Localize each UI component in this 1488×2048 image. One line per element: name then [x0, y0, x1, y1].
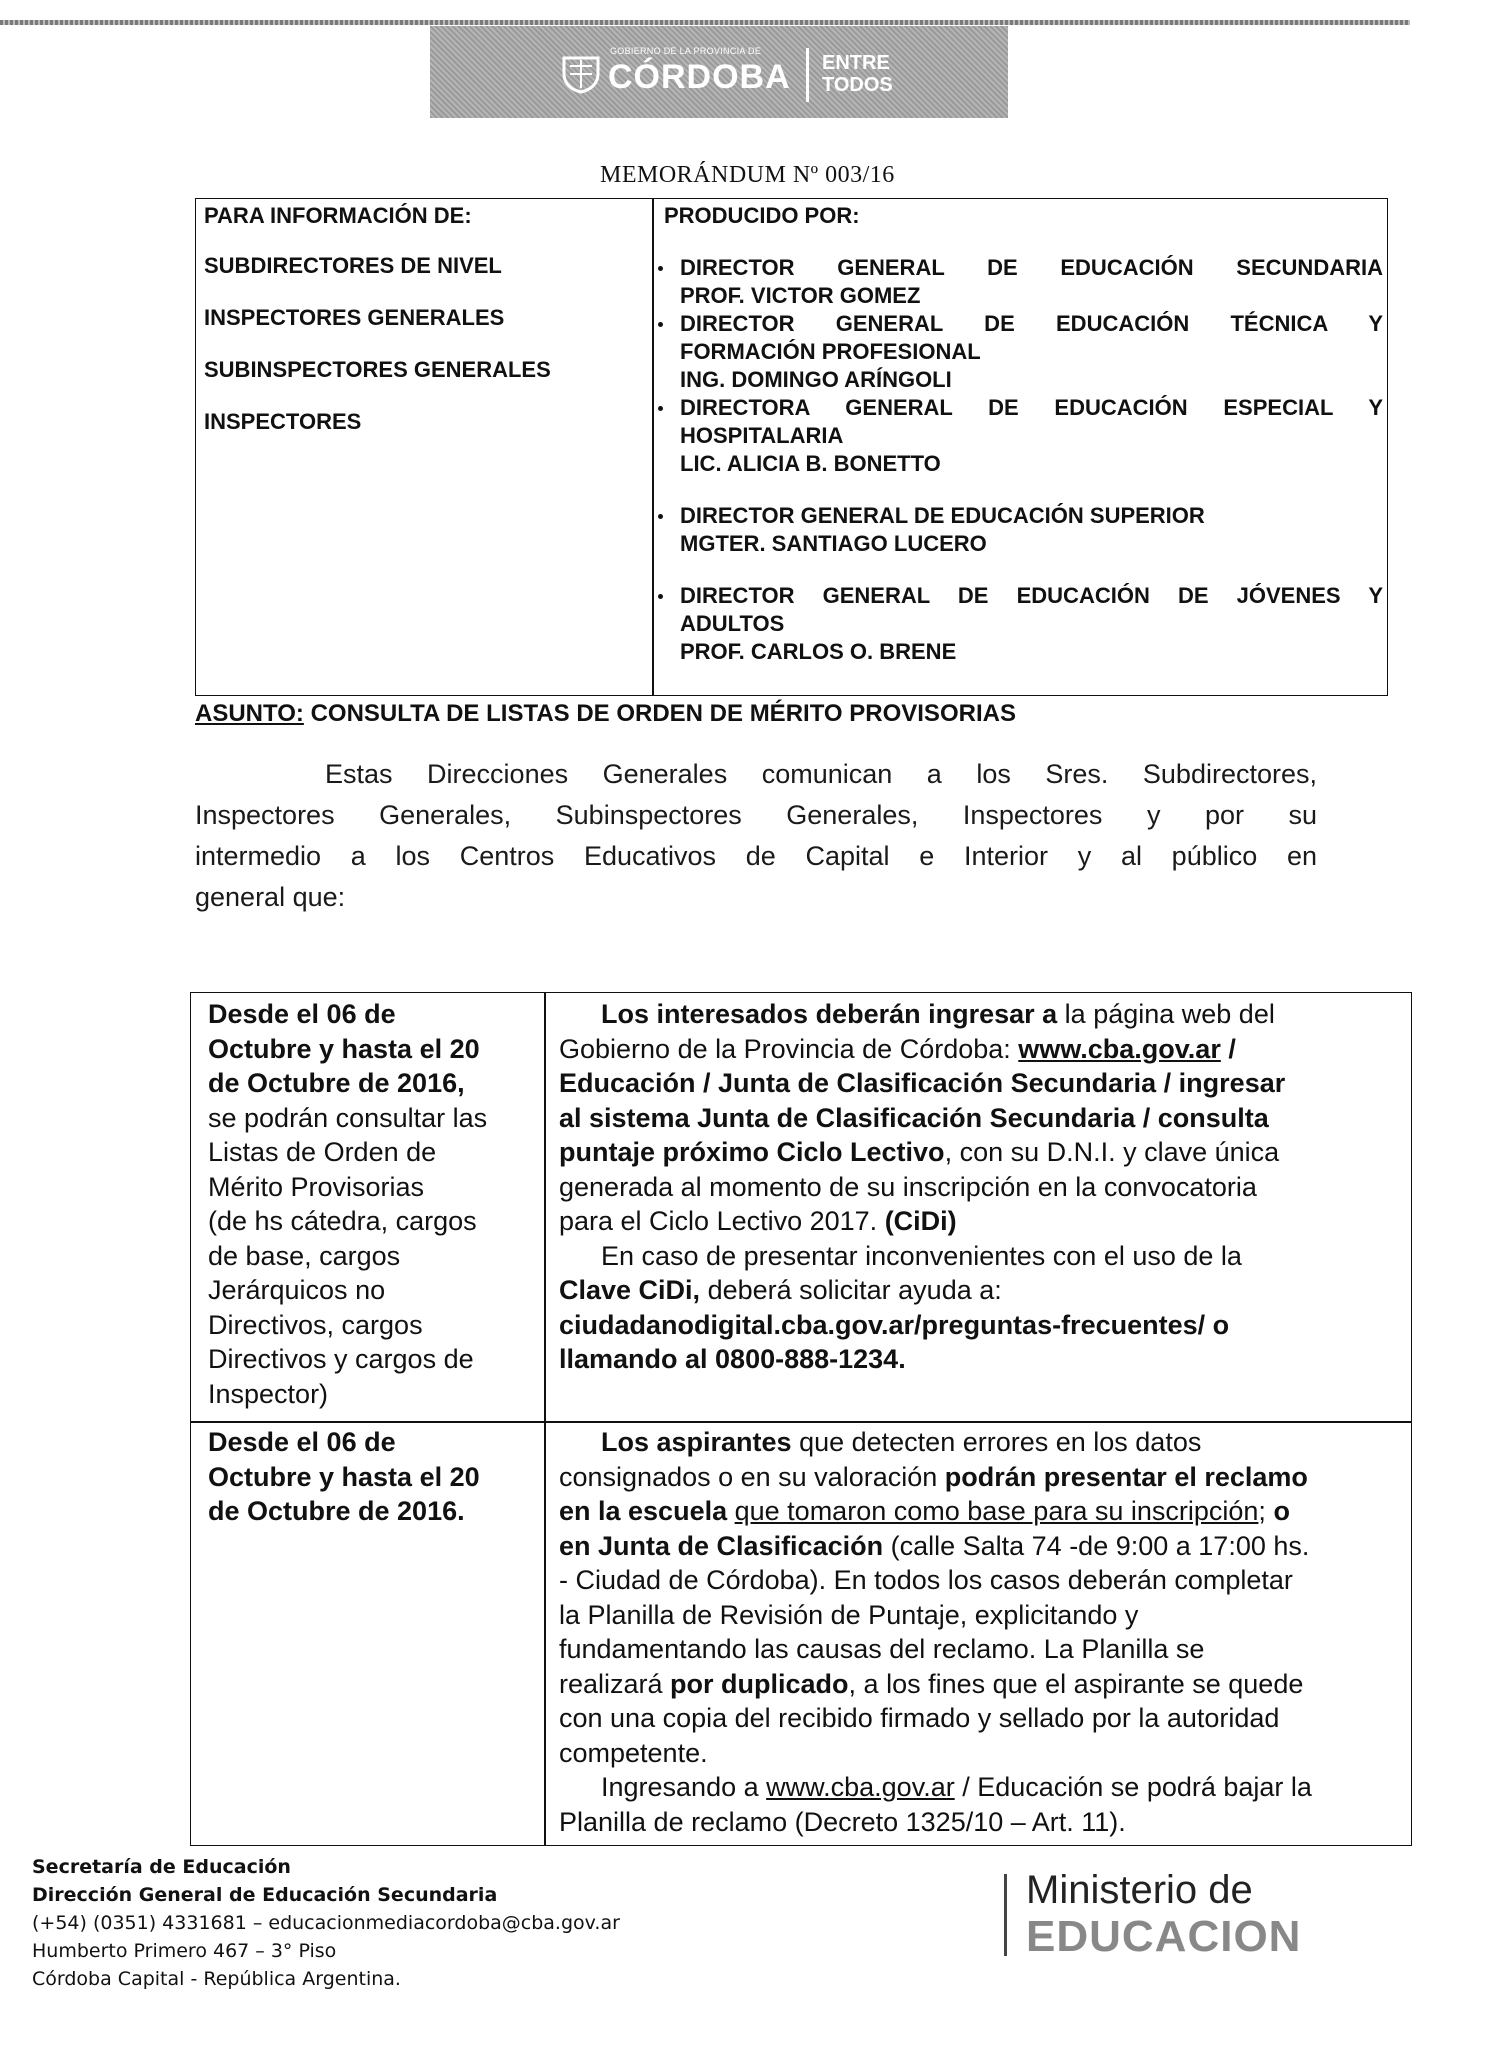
logo-bar — [1004, 1874, 1007, 1956]
plain-text: , a los fines que el aspirante se quede — [848, 1668, 1304, 1699]
cell-line: la Planilla de Revisión de Puntaje, explicitando y — [559, 1599, 1139, 1630]
emphasis-text: puntaje próximo Ciclo Lectivo — [559, 1137, 945, 1167]
producer-line: PROF. VICTOR GOMEZ — [680, 283, 921, 308]
emphasis-text: Los aspirantes — [601, 1427, 792, 1457]
slogan-line-2: TODOS — [822, 74, 893, 96]
footer-city: Córdoba Capital - República Argentina. — [32, 1968, 401, 1990]
producer-line: PROF. CARLOS O. BRENE — [680, 639, 957, 664]
box-divider — [652, 199, 654, 695]
producer-item — [658, 502, 1383, 558]
footer-phone-email: (+54) (0351) 4331681 – educacionmediacordoba@cba.gov.ar — [32, 1912, 620, 1934]
bullet-icon — [658, 594, 663, 599]
producer-line: HOSPITALARIA — [680, 423, 844, 448]
producer-line: DIRECTOR GENERAL DE EDUCACIÓN SUPERIOR — [680, 503, 1205, 528]
producer-line: MGTER. SANTIAGO LUCERO — [680, 531, 987, 556]
logo-divider — [806, 48, 809, 102]
cell-line — [559, 997, 1399, 1032]
cell-line: Educación / Junta de Clasificación Secundaria / ingresar — [559, 1068, 1286, 1098]
cba-website-link[interactable]: www.cba.gov.ar — [766, 1772, 955, 1802]
ministry-line-2: EDUCACION — [1026, 1912, 1302, 1961]
top-rule — [0, 20, 1410, 25]
cell-line: de Octubre de 2016, — [208, 1068, 465, 1098]
info-for-header: PARA INFORMACIÓN DE: — [204, 203, 472, 228]
plain-text: (calle Salta 74 -de 9:00 a 17:00 hs. — [883, 1530, 1310, 1561]
cell-line: Desde el 06 de — [208, 999, 396, 1029]
cell-line: Directivos, cargos — [208, 1309, 423, 1340]
footer-contact — [32, 1853, 620, 1993]
plain-text: / Educación se podrá bajar la — [954, 1772, 1312, 1802]
producer-item — [658, 394, 1383, 478]
cell-line: Desde el 06 de — [208, 1427, 396, 1457]
footer-secretariat: Secretaría de Educación — [32, 1856, 291, 1878]
cell-line: En caso de presentar inconvenientes con el uso de la — [601, 1240, 1242, 1271]
ministry-line-1: Ministerio de — [1026, 1868, 1253, 1912]
cell-line — [559, 1494, 1399, 1529]
crest-icon — [560, 52, 602, 94]
plain-text: consignados o en su valoración — [559, 1461, 945, 1492]
producer-line: ING. DOMINGO ARÍNGOLI — [680, 367, 952, 392]
intro-line: intermedio a los Centros Educativos de Capital e Interior y al público en — [195, 841, 1317, 871]
intro-line: Estas Direcciones Generales comunican a los Sres. Subdirectores, — [325, 759, 1317, 789]
row2-date-cell — [208, 1425, 536, 1529]
emphasis-text: por duplicado — [670, 1668, 849, 1699]
row1-instructions-cell — [559, 997, 1399, 1377]
producer-item — [658, 582, 1383, 666]
plain-text: la página web del — [1057, 999, 1275, 1029]
intro-paragraph — [195, 754, 1317, 918]
schedule-table — [190, 992, 1412, 1846]
slogan-line-1: ENTRE — [822, 52, 890, 74]
plain-text: realizará — [559, 1668, 671, 1699]
cell-line — [559, 1529, 1399, 1564]
cell-line: se podrán consultar las — [208, 1102, 488, 1133]
cell-line: Planilla de reclamo (Decreto 1325/10 – Art. 11). — [559, 1806, 1126, 1837]
cell-line: Listas de Orden de — [208, 1137, 437, 1167]
cell-line — [559, 1770, 1399, 1805]
recipient-item: SUBDIRECTORES DE NIVEL — [204, 253, 502, 278]
emphasis-text: podrán presentar el reclamo — [944, 1461, 1308, 1492]
footer-directorate: Dirección General de Educación Secundaria — [32, 1884, 498, 1906]
cell-line: Mérito Provisorias — [208, 1171, 425, 1202]
produced-by-header: PRODUCIDO POR: — [664, 203, 860, 228]
subject-text: CONSULTA DE LISTAS DE ORDEN DE MÉRITO PROVISORIAS — [310, 700, 1016, 727]
row2-instructions-cell — [559, 1425, 1399, 1839]
producer-item — [658, 310, 1383, 394]
recipient-item: INSPECTORES — [204, 409, 362, 434]
cell-line — [559, 1204, 1399, 1239]
cell-line: de Octubre de 2016. — [208, 1496, 465, 1526]
plain-text: para el Ciclo Lectivo 2017. — [559, 1206, 885, 1236]
memo-title: MEMORÁNDUM Nº 003/16 — [600, 162, 895, 188]
footer-address: Humberto Primero 467 – 3° Piso — [32, 1940, 337, 1962]
distribution-box — [195, 198, 1388, 696]
cell-line: de base, cargos — [208, 1240, 401, 1271]
underlined-text: que tomaron como base para su inscripción — [734, 1496, 1259, 1526]
emphasis-text: Clave CiDi, — [559, 1275, 701, 1305]
phone-line: llamando al 0800-888-1234. — [559, 1344, 906, 1374]
cell-line — [559, 1460, 1399, 1495]
logo-city-text: CÓRDOBA — [608, 58, 791, 96]
intro-line: general que: — [195, 882, 346, 912]
bullet-icon — [658, 514, 663, 519]
logo-slogan — [822, 52, 893, 96]
producer-line: DIRECTOR GENERAL DE EDUCACIÓN DE JÓVENES Y — [680, 583, 1383, 608]
help-link[interactable]: ciudadanodigital.cba.gov.ar/preguntas-frecuentes/ o — [559, 1309, 1230, 1340]
plain-text: ; — [1258, 1496, 1266, 1526]
plain-text: deberá solicitar ayuda a: — [700, 1275, 1002, 1305]
plain-text: Ingresando a — [601, 1772, 767, 1802]
logo-government-text: GOBIERNO DE LA PROVINCIA DE — [610, 46, 762, 56]
producer-line: DIRECTOR GENERAL DE EDUCACIÓN SECUNDARIA — [680, 255, 1383, 280]
emphasis-text: (CiDi) — [884, 1206, 957, 1236]
cell-line: Octubre y hasta el 20 — [208, 1461, 480, 1492]
plain-text: , con su D.N.I. y clave única — [944, 1137, 1280, 1167]
cell-line: - Ciudad de Córdoba). En todos los casos deberán completar — [559, 1565, 1293, 1595]
table-column-divider — [544, 993, 546, 1845]
producer-line: DIRECTORA GENERAL DE EDUCACIÓN ESPECIAL Y — [680, 395, 1383, 420]
bullet-icon — [658, 406, 663, 411]
cell-line: al sistema Junta de Clasificación Secundaria / consulta — [559, 1102, 1269, 1133]
plain-text: que detecten errores en los datos — [791, 1427, 1202, 1457]
subject-line — [195, 700, 1016, 728]
producer-line: LIC. ALICIA B. BONETTO — [680, 451, 941, 476]
recipient-item: SUBINSPECTORES GENERALES — [204, 357, 551, 382]
emphasis-text: Los interesados deberán ingresar a — [601, 999, 1058, 1029]
cell-line: generada al momento de su inscripción en la convocatoria — [559, 1171, 1257, 1202]
producer-line: ADULTOS — [680, 611, 785, 636]
subject-label: ASUNTO: — [195, 700, 304, 727]
cell-line: Directivos y cargos de — [208, 1344, 474, 1374]
cell-line — [559, 1135, 1399, 1170]
emphasis-text: en Junta de Clasificación — [559, 1530, 884, 1561]
bullet-icon — [658, 322, 663, 327]
cba-website-link[interactable]: www.cba.gov.ar — [1018, 1033, 1221, 1064]
recipient-item: INSPECTORES GENERALES — [204, 305, 505, 330]
cell-line: Inspector) — [208, 1378, 329, 1409]
plain-text: / — [1220, 1033, 1236, 1064]
producer-item — [658, 254, 1383, 310]
cell-line: Octubre y hasta el 20 — [208, 1033, 480, 1064]
intro-line: Inspectores Generales, Subinspectores Generales, Inspectores y por su — [195, 800, 1317, 830]
bullet-icon — [658, 266, 663, 271]
header-banner — [430, 26, 1008, 118]
plain-text: Gobierno de la Provincia de Córdoba: — [559, 1033, 1019, 1064]
cell-line — [559, 1425, 1399, 1460]
emphasis-text: o — [1265, 1496, 1290, 1526]
cell-line: (de hs cátedra, cargos — [208, 1206, 477, 1236]
producer-line: DIRECTOR GENERAL DE EDUCACIÓN TÉCNICA Y — [680, 311, 1383, 336]
cell-line — [559, 1667, 1399, 1702]
cell-line — [559, 1032, 1399, 1067]
cell-line — [559, 1273, 1399, 1308]
producer-list — [658, 254, 1383, 666]
cell-line: Jerárquicos no — [208, 1275, 386, 1305]
producer-line: FORMACIÓN PROFESIONAL — [680, 339, 981, 364]
emphasis-text: en la escuela — [559, 1496, 728, 1526]
cell-line: competente. — [559, 1737, 708, 1768]
cell-line: fundamentando las causas del reclamo. La Planilla se — [559, 1634, 1205, 1664]
row1-date-cell — [208, 997, 536, 1411]
table-row-divider — [191, 1421, 1411, 1423]
cell-line: con una copia del recibido firmado y sellado por la autoridad — [559, 1703, 1280, 1733]
